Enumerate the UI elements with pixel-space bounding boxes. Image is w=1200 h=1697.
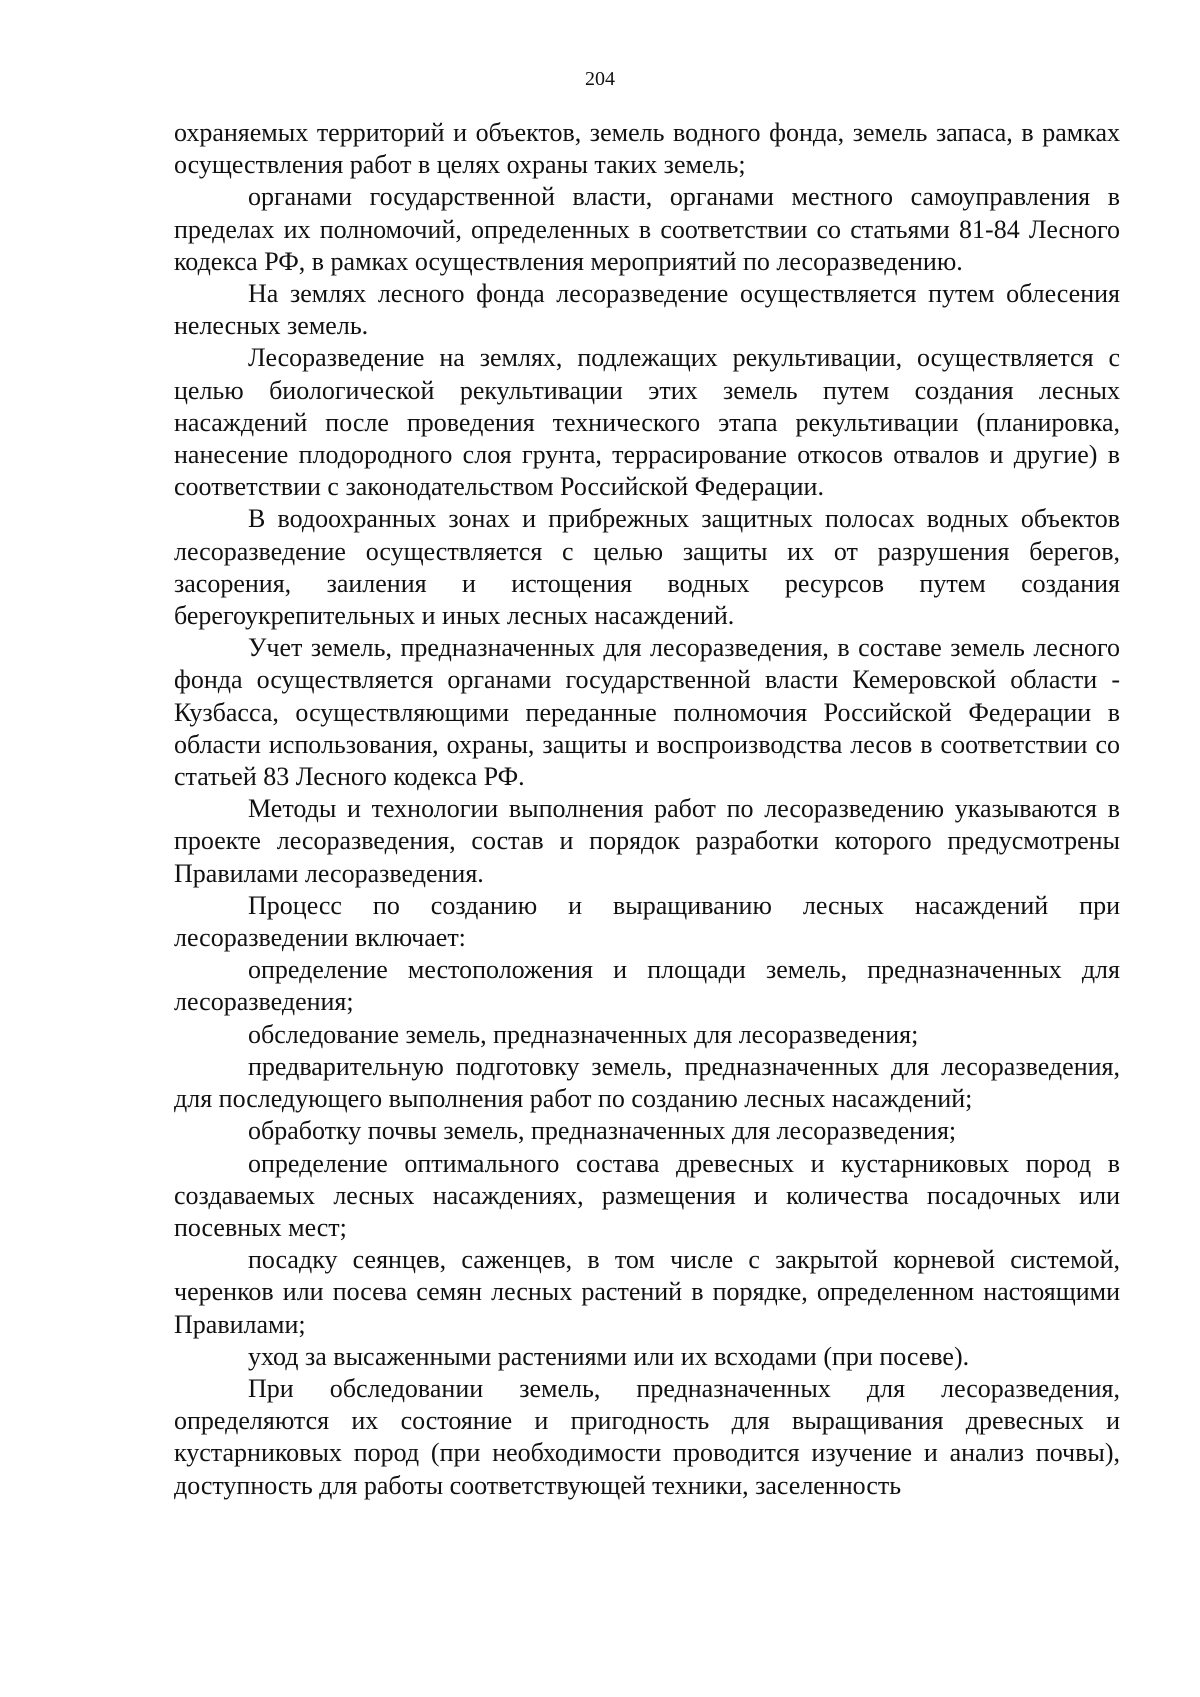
list-item: обследование земель, предназначенных для лесоразведения;	[248, 1019, 919, 1049]
paragraph-last: При обследовании земель, предназначенных для лесоразведения, определяются их состояние и пригодность для выращивания древесных и кустарниковых пород (при необходимости проводится изучение и анализ почвы), доступность для работы соответствующей техники, заселенность	[174, 1373, 1120, 1500]
list-item: предварительную подготовку земель, предназначенных для лесоразведения, для последующего выполнения работ по созданию лесных насаждений;	[174, 1051, 1120, 1114]
list-item: определение местоположения и площади земель, предназначенных для лесоразведения;	[174, 955, 1120, 1017]
paragraph: Процесс по созданию и выращиванию лесных насаждений при лесоразведении включает:	[174, 890, 1120, 953]
list-item: определение оптимального состава древесных и кустарниковых пород в создаваемых лесных насаждениях, размещения и количества посадочных или посевных мест;	[174, 1148, 1120, 1242]
list-item: обработку почвы земель, предназначенных для лесоразведения;	[248, 1116, 957, 1146]
list-item: уход за высаженными растениями или их всходами (при посеве).	[248, 1341, 970, 1371]
paragraph: Учет земель, предназначенных для лесоразведения, в составе земель лесного фонда осуществляется органами государственной власти Кемеровской области - Кузбасса, осуществляющими переданные полномочия Российской Федерации в области использования, охраны, защиты и воспроизводства лесов в соответствии со статьей 83 Лесного кодекса РФ.	[174, 633, 1120, 792]
list-item: посадку сеянцев, саженцев, в том числе с закрытой корневой системой, черенков или посева семян лесных растений в порядке, определенном настоящими Правилами;	[174, 1245, 1120, 1339]
paragraph: Лесоразведение на землях, подлежащих рекультивации, осуществляется с целью биологической рекультивации этих земель путем создания лесных насаждений после проведения технического этапа рекультивации (планировка, нанесение плодородного слоя грунта, террасирование откосов отвалов и другие) в соответствии с законодательством Российской Федерации.	[174, 343, 1120, 502]
page-number: 204	[585, 68, 615, 90]
paragraph: На землях лесного фонда лесоразведение осуществляется путем облесения нелесных земель.	[174, 279, 1120, 341]
paragraph: В водоохранных зонах и прибрежных защитных полосах водных объектов лесоразведение осуществляется с целью защиты их от разрушения берегов, засорения, заиления и истощения водных ресурсов путем создания берегоукрепительных и иных лесных насаждений.	[174, 504, 1120, 631]
paragraph-continuation: охраняемых территорий и объектов, земель водного фонда, земель запаса, в рамках осуществления работ в целях охраны таких земель;	[174, 118, 1120, 180]
document-body	[174, 117, 1120, 1502]
paragraph: Методы и технологии выполнения работ по лесоразведению указываются в проекте лесоразведения, состав и порядок разработки которого предусмотрены Правилами лесоразведения.	[174, 794, 1120, 888]
paragraph: органами государственной власти, органами местного самоуправления в пределах их полномочий, определенных в соответствии со статьями 81-84 Лесного кодекса РФ, в рамках осуществления мероприятий по лесоразведению.	[174, 182, 1120, 276]
